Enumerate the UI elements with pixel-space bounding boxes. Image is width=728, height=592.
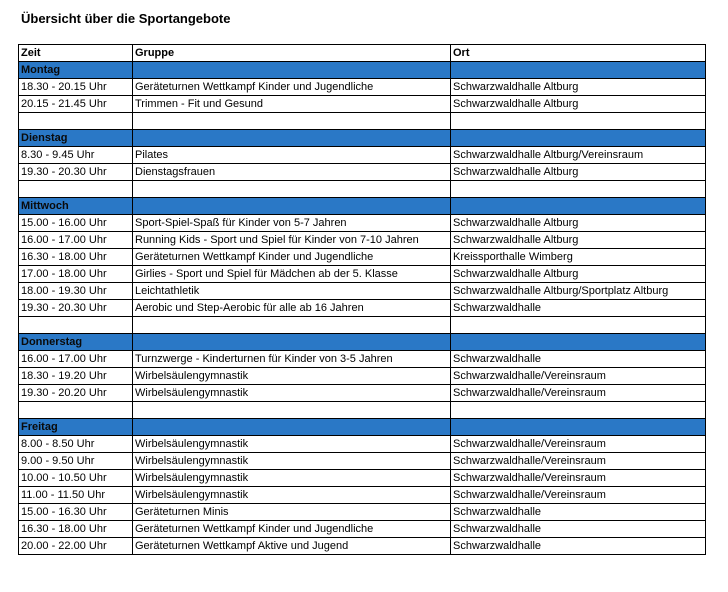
spacer-row [19,181,706,198]
header-gruppe: Gruppe [133,45,451,62]
cell-ort: Schwarzwaldhalle/Vereinsraum [451,368,706,385]
cell-zeit: 18.30 - 20.15 Uhr [19,79,133,96]
day-name: Montag [19,62,133,79]
table-row [19,96,706,113]
cell-gruppe: Wirbelsäulengymnastik [133,470,451,487]
page-title: Übersicht über die Sportangebote [21,11,231,26]
table-row [19,215,706,232]
day-header-fill [451,334,706,351]
spacer-cell [451,317,706,334]
cell-zeit: 18.30 - 19.20 Uhr [19,368,133,385]
cell-ort: Schwarzwaldhalle [451,504,706,521]
spacer-cell [451,181,706,198]
cell-gruppe: Geräteturnen Wettkampf Kinder und Jugendliche [133,249,451,266]
cell-zeit: 19.30 - 20.20 Uhr [19,385,133,402]
cell-zeit: 19.30 - 20.30 Uhr [19,300,133,317]
day-header-fill [133,419,451,436]
schedule-body [19,62,706,555]
table-row [19,79,706,96]
table-row [19,368,706,385]
cell-gruppe: Sport-Spiel-Spaß für Kinder von 5-7 Jahren [133,215,451,232]
cell-zeit: 8.30 - 9.45 Uhr [19,147,133,164]
spacer-row [19,402,706,419]
day-header-row [19,198,706,215]
cell-ort: Schwarzwaldhalle Altburg [451,96,706,113]
cell-zeit: 10.00 - 10.50 Uhr [19,470,133,487]
table-row [19,385,706,402]
table-row [19,470,706,487]
cell-zeit: 17.00 - 18.00 Uhr [19,266,133,283]
cell-ort: Schwarzwaldhalle Altburg [451,266,706,283]
spacer-cell [19,113,133,130]
day-header-fill [133,62,451,79]
cell-zeit: 8.00 - 8.50 Uhr [19,436,133,453]
table-row [19,266,706,283]
day-header-fill [133,198,451,215]
cell-zeit: 16.30 - 18.00 Uhr [19,249,133,266]
table-row [19,504,706,521]
cell-gruppe: Dienstagsfrauen [133,164,451,181]
table-row [19,249,706,266]
spacer-cell [133,181,451,198]
spacer-cell [133,317,451,334]
spacer-cell [451,113,706,130]
day-header-fill [133,130,451,147]
cell-ort: Schwarzwaldhalle/Vereinsraum [451,453,706,470]
cell-gruppe: Wirbelsäulengymnastik [133,436,451,453]
day-header-row [19,130,706,147]
header-ort: Ort [451,45,706,62]
cell-ort: Schwarzwaldhalle Altburg [451,79,706,96]
cell-gruppe: Geräteturnen Wettkampf Kinder und Jugendliche [133,79,451,96]
spacer-row [19,113,706,130]
cell-gruppe: Trimmen - Fit und Gesund [133,96,451,113]
day-header-fill [451,419,706,436]
cell-zeit: 20.15 - 21.45 Uhr [19,96,133,113]
header-zeit: Zeit [19,45,133,62]
table-row [19,351,706,368]
table-row [19,232,706,249]
cell-gruppe: Wirbelsäulengymnastik [133,453,451,470]
spacer-cell [19,402,133,419]
cell-gruppe: Aerobic und Step-Aerobic für alle ab 16 Jahren [133,300,451,317]
cell-gruppe: Leichtathletik [133,283,451,300]
day-name: Dienstag [19,130,133,147]
spacer-row [19,317,706,334]
cell-ort: Schwarzwaldhalle/Vereinsraum [451,385,706,402]
day-name: Donnerstag [19,334,133,351]
cell-zeit: 18.00 - 19.30 Uhr [19,283,133,300]
cell-ort: Schwarzwaldhalle/Vereinsraum [451,436,706,453]
cell-gruppe: Geräteturnen Minis [133,504,451,521]
day-header-row [19,419,706,436]
cell-gruppe: Geräteturnen Wettkampf Aktive und Jugend [133,538,451,555]
cell-gruppe: Wirbelsäulengymnastik [133,487,451,504]
header-row [19,45,706,62]
cell-gruppe: Geräteturnen Wettkampf Kinder und Jugendliche [133,521,451,538]
cell-zeit: 20.00 - 22.00 Uhr [19,538,133,555]
cell-ort: Schwarzwaldhalle/Vereinsraum [451,487,706,504]
cell-zeit: 16.00 - 17.00 Uhr [19,351,133,368]
cell-ort: Schwarzwaldhalle Altburg [451,164,706,181]
table-row [19,521,706,538]
cell-zeit: 19.30 - 20.30 Uhr [19,164,133,181]
table-row [19,538,706,555]
cell-ort: Schwarzwaldhalle [451,300,706,317]
cell-ort: Schwarzwaldhalle [451,538,706,555]
table-row [19,300,706,317]
cell-zeit: 11.00 - 11.50 Uhr [19,487,133,504]
cell-zeit: 16.30 - 18.00 Uhr [19,521,133,538]
cell-zeit: 15.00 - 16.00 Uhr [19,215,133,232]
schedule-table [18,44,706,555]
cell-ort: Kreissporthalle Wimberg [451,249,706,266]
cell-ort: Schwarzwaldhalle Altburg/Sportplatz Altburg [451,283,706,300]
cell-ort: Schwarzwaldhalle/Vereinsraum [451,470,706,487]
day-name: Mittwoch [19,198,133,215]
cell-gruppe: Pilates [133,147,451,164]
day-header-fill [133,334,451,351]
cell-ort: Schwarzwaldhalle Altburg [451,232,706,249]
spacer-cell [451,402,706,419]
day-header-fill [451,198,706,215]
day-header-row [19,62,706,79]
table-row [19,487,706,504]
cell-gruppe: Running Kids - Sport und Spiel für Kinder von 7-10 Jahren [133,232,451,249]
cell-zeit: 9.00 - 9.50 Uhr [19,453,133,470]
cell-zeit: 16.00 - 17.00 Uhr [19,232,133,249]
day-header-row [19,334,706,351]
table-row [19,436,706,453]
cell-gruppe: Turnzwerge - Kinderturnen für Kinder von 3-5 Jahren [133,351,451,368]
day-name: Freitag [19,419,133,436]
cell-ort: Schwarzwaldhalle [451,351,706,368]
cell-ort: Schwarzwaldhalle [451,521,706,538]
spacer-cell [19,317,133,334]
table-row [19,453,706,470]
table-row [19,164,706,181]
cell-zeit: 15.00 - 16.30 Uhr [19,504,133,521]
spacer-cell [133,113,451,130]
table-row [19,283,706,300]
day-header-fill [451,130,706,147]
spacer-cell [19,181,133,198]
table-row [19,147,706,164]
cell-ort: Schwarzwaldhalle Altburg/Vereinsraum [451,147,706,164]
spacer-cell [133,402,451,419]
cell-gruppe: Wirbelsäulengymnastik [133,385,451,402]
day-header-fill [451,62,706,79]
cell-gruppe: Girlies - Sport und Spiel für Mädchen ab der 5. Klasse [133,266,451,283]
cell-ort: Schwarzwaldhalle Altburg [451,215,706,232]
cell-gruppe: Wirbelsäulengymnastik [133,368,451,385]
